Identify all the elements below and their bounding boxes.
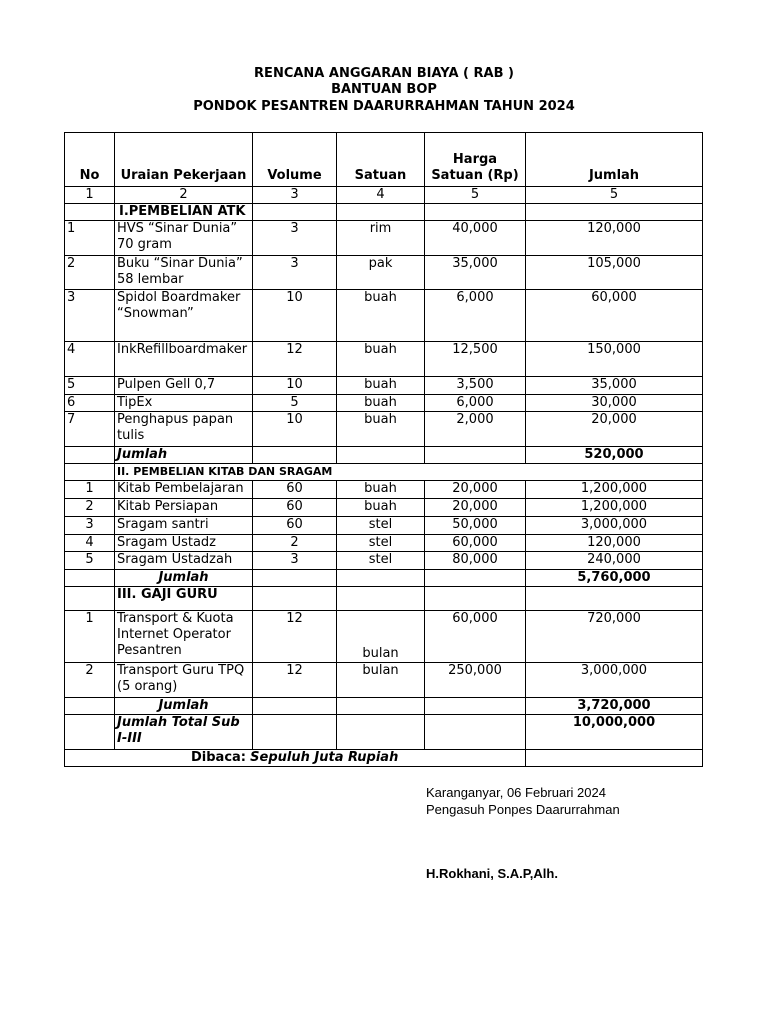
cell-no: 7: [65, 412, 115, 447]
cell-volume: 12: [253, 342, 337, 377]
table-row: [65, 535, 703, 552]
cell-harga: 60,000: [425, 535, 526, 552]
cell-jumlah: 60,000: [526, 290, 703, 342]
cell-no: 2: [65, 499, 115, 517]
col-header-jumlah: Jumlah: [526, 133, 703, 187]
cell-uraian: Spidol Boardmaker “Snowman”: [115, 290, 253, 342]
dibaca-cell: [65, 750, 526, 767]
cell-no: 4: [65, 535, 115, 552]
signer-role: Pengasuh Ponpes Daarurrahman: [426, 802, 620, 817]
grand-total-value: 10,000,000: [526, 715, 703, 750]
cell-jumlah: 35,000: [526, 377, 703, 395]
col-number: 1: [65, 187, 115, 204]
table-row: [65, 499, 703, 517]
cell-harga: 250,000: [425, 663, 526, 698]
cell-uraian: HVS “Sinar Dunia” 70 gram: [115, 221, 253, 256]
cell-no: 2: [65, 663, 115, 698]
subtotal-value: 3,720,000: [526, 698, 703, 715]
cell-jumlah: 3,000,000: [526, 517, 703, 535]
cell-volume: 3: [253, 221, 337, 256]
table-row: [65, 552, 703, 570]
col-header-no: No: [65, 133, 115, 187]
cell-jumlah: 3,000,000: [526, 663, 703, 698]
col-header-uraian: Uraian Pekerjaan: [115, 133, 253, 187]
cell-no: 3: [65, 517, 115, 535]
cell-volume: 3: [253, 256, 337, 290]
cell-harga: 6,000: [425, 395, 526, 412]
table-row: [65, 517, 703, 535]
doc-title: RENCANA ANGGARAN BIAYA ( RAB ): [254, 66, 514, 81]
cell-volume: 12: [253, 611, 337, 663]
cell-satuan: buah: [337, 412, 425, 447]
cell-no: 5: [65, 377, 115, 395]
cell-uraian: Kitab Pembelajaran: [115, 481, 253, 499]
cell-no: 5: [65, 552, 115, 570]
table-row: [65, 481, 703, 499]
section-header-row: [65, 587, 703, 611]
col-number: 2: [115, 187, 253, 204]
cell-no: 6: [65, 395, 115, 412]
dibaca-row: [65, 750, 703, 767]
cell-volume: 5: [253, 395, 337, 412]
cell-satuan: stel: [337, 517, 425, 535]
cell-uraian: Sragam Ustadzah: [115, 552, 253, 570]
subtotal-label: Jumlah: [115, 447, 253, 464]
cell-volume: 60: [253, 481, 337, 499]
subtotal-row: [65, 447, 703, 464]
cell-satuan: buah: [337, 499, 425, 517]
column-number-row: [65, 187, 703, 204]
table-row: [65, 377, 703, 395]
cell-volume: 10: [253, 412, 337, 447]
cell-no: 1: [65, 481, 115, 499]
cell-jumlah: 120,000: [526, 221, 703, 256]
subtotal-value: 520,000: [526, 447, 703, 464]
cell-jumlah: 120,000: [526, 535, 703, 552]
section-header-row: [65, 204, 703, 221]
cell-satuan: bulan: [337, 663, 425, 698]
table-header-row: [65, 133, 703, 187]
section-title: I.PEMBELIAN ATK: [115, 204, 253, 221]
col-number: 3: [253, 187, 337, 204]
subtotal-label: Jumlah: [115, 570, 253, 587]
grand-total-row: [65, 715, 703, 750]
cell-satuan: bulan: [337, 611, 425, 663]
cell-satuan: rim: [337, 221, 425, 256]
cell-volume: 60: [253, 517, 337, 535]
col-number: 5: [425, 187, 526, 204]
signer-name: H.Rokhani, S.A.P,Alh.: [426, 866, 558, 881]
table-row: [65, 256, 703, 290]
cell-uraian: Kitab Persiapan: [115, 499, 253, 517]
cell-uraian: Transport Guru TPQ (5 orang): [115, 663, 253, 698]
cell-no: 3: [65, 290, 115, 342]
place-date: Karanganyar, 06 Februari 2024: [426, 785, 606, 800]
cell-uraian: Penghapus papan tulis: [115, 412, 253, 447]
table-row: [65, 395, 703, 412]
cell-harga: 3,500: [425, 377, 526, 395]
cell-volume: 3: [253, 552, 337, 570]
cell-harga: 20,000: [425, 481, 526, 499]
section-title: III. GAJI GURU: [115, 587, 253, 611]
cell-no: 1: [65, 221, 115, 256]
cell-uraian: InkRefillboardmaker: [115, 342, 253, 377]
cell-uraian: Buku “Sinar Dunia” 58 lembar: [115, 256, 253, 290]
section-title: II. PEMBELIAN KITAB DAN SRAGAM: [115, 464, 703, 481]
cell-volume: 10: [253, 290, 337, 342]
cell-volume: 2: [253, 535, 337, 552]
cell-satuan: stel: [337, 552, 425, 570]
cell-harga: 60,000: [425, 611, 526, 663]
cell-harga: 20,000: [425, 499, 526, 517]
cell-jumlah: 720,000: [526, 611, 703, 663]
col-number: 5: [526, 187, 703, 204]
dibaca-value: Sepuluh Juta Rupiah: [250, 750, 399, 765]
doc-subtitle: BANTUAN BOP: [331, 82, 437, 97]
cell-uraian: TipEx: [115, 395, 253, 412]
col-header-harga: Harga Satuan (Rp): [425, 133, 526, 187]
col-header-satuan: Satuan: [337, 133, 425, 187]
subtotal-value: 5,760,000: [526, 570, 703, 587]
col-number: 4: [337, 187, 425, 204]
cell-jumlah: 1,200,000: [526, 481, 703, 499]
doc-institution: PONDOK PESANTREN DAARURRAHMAN TAHUN 2024: [193, 99, 575, 114]
cell-jumlah: 20,000: [526, 412, 703, 447]
subtotal-label: Jumlah: [115, 698, 253, 715]
cell-harga: 50,000: [425, 517, 526, 535]
cell-jumlah: 150,000: [526, 342, 703, 377]
cell-volume: 10: [253, 377, 337, 395]
table-row: [65, 611, 703, 663]
cell-satuan: stel: [337, 535, 425, 552]
table-row: [65, 290, 703, 342]
cell-satuan: buah: [337, 481, 425, 499]
cell-harga: 12,500: [425, 342, 526, 377]
cell-harga: 80,000: [425, 552, 526, 570]
cell-jumlah: 105,000: [526, 256, 703, 290]
table-row: [65, 663, 703, 698]
cell-uraian: Transport & Kuota Internet Operator Pesantren: [115, 611, 253, 663]
cell-satuan: buah: [337, 290, 425, 342]
grand-total-label: Jumlah Total Sub I-III: [115, 715, 253, 750]
cell-uraian: Sragam Ustadz: [115, 535, 253, 552]
cell-jumlah: 240,000: [526, 552, 703, 570]
cell-uraian: Sragam santri: [115, 517, 253, 535]
table-row: [65, 342, 703, 377]
cell-no: 4: [65, 342, 115, 377]
cell-satuan: buah: [337, 377, 425, 395]
cell-satuan: buah: [337, 342, 425, 377]
budget-table: [64, 132, 703, 767]
dibaca-label: Dibaca:: [191, 750, 247, 765]
table-row: [65, 221, 703, 256]
cell-jumlah: 30,000: [526, 395, 703, 412]
cell-satuan: buah: [337, 395, 425, 412]
cell-jumlah: 1,200,000: [526, 499, 703, 517]
subtotal-row: [65, 570, 703, 587]
subtotal-row: [65, 698, 703, 715]
cell-harga: 35,000: [425, 256, 526, 290]
cell-satuan: pak: [337, 256, 425, 290]
col-header-volume: Volume: [253, 133, 337, 187]
cell-volume: 12: [253, 663, 337, 698]
cell-harga: 2,000: [425, 412, 526, 447]
section-header-row: [65, 464, 703, 481]
cell-harga: 6,000: [425, 290, 526, 342]
cell-volume: 60: [253, 499, 337, 517]
cell-no: 2: [65, 256, 115, 290]
cell-harga: 40,000: [425, 221, 526, 256]
cell-no: 1: [65, 611, 115, 663]
table-row: [65, 412, 703, 447]
cell-uraian: Pulpen Gell 0,7: [115, 377, 253, 395]
